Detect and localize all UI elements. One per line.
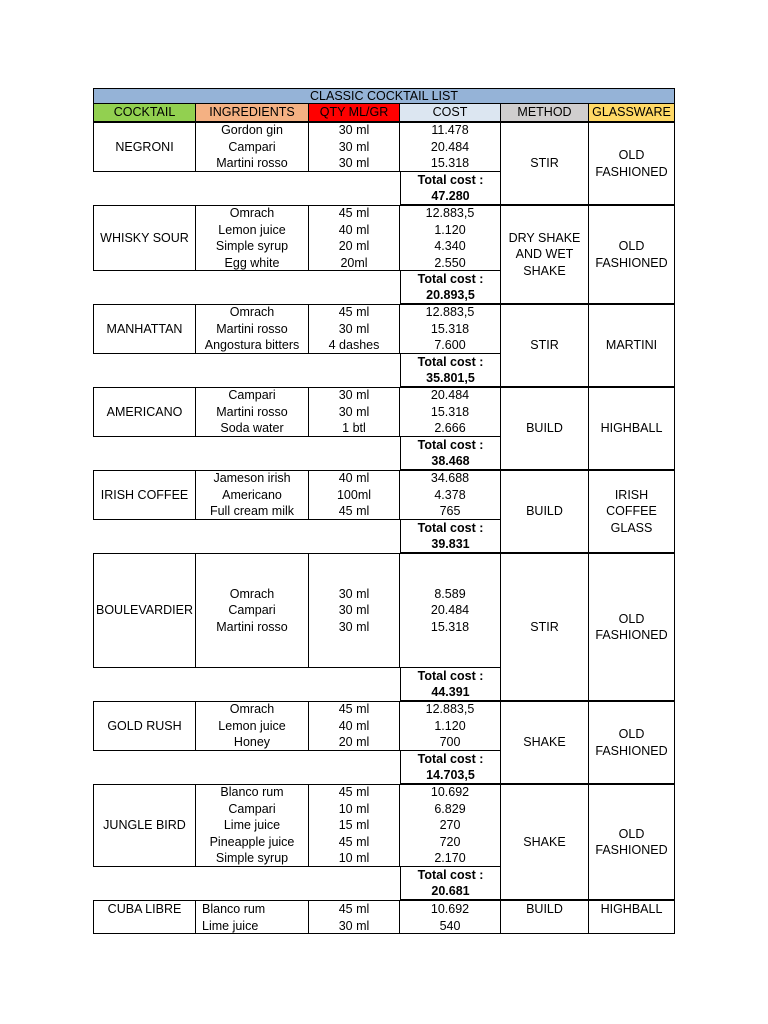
cocktail-name: [93, 553, 196, 668]
total-cost-value: 20.893,5: [426, 288, 475, 302]
total-cost: [400, 867, 501, 900]
qty-item: 30 ml: [338, 321, 370, 336]
qty-list: [309, 701, 400, 751]
glassware-cell: [589, 784, 675, 900]
method-text: BUILD: [526, 504, 563, 519]
ingredient-item: Angostura bitters: [204, 338, 300, 353]
ingredients-list: [196, 122, 309, 172]
qty-item: 30 ml: [338, 586, 370, 601]
header-method-text: METHOD: [517, 105, 572, 120]
method-text: DRY SHAKE: [508, 230, 581, 245]
ingredient-item: Honey: [233, 735, 271, 750]
qty-item: 30 ml: [338, 156, 370, 171]
qty-item: 20ml: [340, 255, 368, 270]
total-cost-value: 44.391: [431, 685, 470, 699]
cost-item: 700: [439, 735, 461, 750]
header-cost-text: COST: [432, 105, 468, 120]
glassware-text: OLD: [618, 826, 645, 841]
method-text: STIR: [530, 619, 559, 634]
qty-item: 45 ml: [338, 504, 370, 519]
qty-list: [309, 122, 400, 172]
cost-list: [400, 387, 501, 437]
qty-item: 40 ml: [338, 222, 370, 237]
glassware-text: OLD: [618, 611, 645, 626]
total-cost: [400, 751, 501, 784]
ingredient-item: Lemon juice: [218, 222, 286, 237]
total-cost-label: Total cost :: [417, 668, 484, 683]
cocktail-name-text: CUBA LIBRE: [107, 902, 182, 916]
total-cost: [400, 172, 501, 205]
ingredient-item: Omrach: [229, 206, 275, 220]
ingredient-item: Americano: [222, 487, 282, 502]
glassware-cell: [589, 205, 675, 304]
cost-item: 270: [439, 818, 461, 833]
header-ingredients: [196, 104, 309, 122]
cost-list: [400, 470, 501, 520]
qty-item: 30 ml: [338, 918, 370, 933]
qty-item: 45 ml: [338, 206, 370, 220]
total-cost-label: Total cost :: [417, 437, 484, 452]
cost-item: 2.550: [434, 255, 466, 270]
cost-item: 1.120: [434, 718, 466, 733]
cost-item: 765: [439, 504, 461, 519]
method-cell: [501, 122, 589, 205]
method-cell: [501, 701, 589, 784]
glassware-text: FASHIONED: [595, 164, 668, 179]
ingredient-item: Campari: [228, 388, 276, 403]
glassware-text: HIGHBALL: [600, 902, 663, 916]
glassware-text: IRISH: [614, 487, 649, 502]
ingredients-list: [196, 553, 309, 668]
glassware-text: FASHIONED: [595, 628, 668, 642]
cost-item: 12.883,5: [425, 702, 475, 717]
qty-item: 30 ml: [338, 603, 370, 618]
cocktail-name: [93, 122, 196, 172]
qty-item: 100ml: [336, 487, 372, 502]
total-cost: [400, 354, 501, 387]
cost-list: [400, 784, 501, 867]
cost-list: [400, 900, 501, 934]
header-method: [501, 104, 589, 122]
cost-item: 20.484: [430, 139, 470, 154]
qty-item: 30 ml: [338, 619, 370, 634]
glassware-cell: [589, 304, 675, 387]
cocktail-name: [93, 304, 196, 354]
qty-item: 10 ml: [338, 801, 370, 816]
ingredient-item: Campari: [228, 801, 276, 816]
glassware-cell: [589, 553, 675, 701]
cost-item: 2.666: [434, 421, 466, 436]
cost-item: 15.318: [430, 156, 470, 171]
qty-list: [309, 784, 400, 867]
total-cost: [400, 668, 501, 701]
cost-item: 4.340: [434, 239, 466, 253]
cost-item: 10.692: [430, 902, 470, 916]
cost-item: 34.688: [430, 471, 470, 486]
cocktail-name-text: MANHATTAN: [106, 321, 183, 336]
header-cost: [400, 104, 501, 122]
method-cell: [501, 304, 589, 387]
cocktail-name-text: AMERICANO: [106, 404, 183, 419]
cost-item: 2.170: [434, 851, 466, 866]
method-text: AND WET: [515, 247, 574, 262]
qty-item: 45 ml: [338, 702, 370, 717]
header-glassware-text: GLASSWARE: [592, 105, 671, 120]
cost-list: [400, 205, 501, 271]
glassware-cell: [589, 122, 675, 205]
glassware-text: COFFEE: [606, 504, 657, 519]
qty-item: 45 ml: [338, 902, 370, 916]
cocktail-name: [93, 470, 196, 520]
header-qty-text: QTY ML/GR: [319, 105, 389, 120]
ingredient-item: Martini rosso: [216, 404, 288, 419]
glassware-cell: [589, 900, 675, 934]
glassware-text: FASHIONED: [595, 843, 668, 857]
method-cell: [501, 553, 589, 701]
ingredient-item: Martini rosso: [216, 156, 288, 171]
cocktail-name: [93, 205, 196, 271]
header-glassware: [589, 104, 675, 122]
total-cost-label: Total cost :: [417, 172, 484, 187]
cost-item: 11.478: [431, 123, 469, 138]
cocktail-name-text: GOLD RUSH: [107, 718, 182, 733]
cost-item: 10.692: [430, 785, 470, 800]
cost-item: 8.589: [434, 586, 466, 601]
qty-list: [309, 470, 400, 520]
method-cell: [501, 900, 589, 934]
ingredient-item: Martini rosso: [216, 321, 288, 336]
total-cost-value: 38.468: [431, 454, 470, 468]
ingredient-item: Omrach: [229, 702, 275, 717]
cocktail-name: [93, 387, 196, 437]
method-text: BUILD: [526, 421, 563, 436]
total-cost-value: 35.801,5: [426, 371, 475, 385]
ingredient-item: Simple syrup: [215, 239, 289, 253]
total-cost-label: Total cost :: [417, 271, 484, 286]
qty-list: [309, 387, 400, 437]
qty-item: 20 ml: [338, 735, 370, 750]
qty-item: 30 ml: [338, 123, 370, 138]
cocktail-name: [93, 900, 196, 934]
cost-item: 1.120: [434, 222, 466, 237]
qty-list: [309, 304, 400, 354]
cost-item: 15.318: [430, 321, 470, 336]
qty-item: 30 ml: [338, 388, 370, 403]
glassware-text: FASHIONED: [595, 743, 668, 758]
cost-item: 20.484: [430, 603, 470, 618]
ingredients-list: [196, 784, 309, 867]
glassware-text: FASHIONED: [595, 255, 668, 270]
qty-item: 45 ml: [338, 785, 370, 800]
qty-item: 40 ml: [338, 471, 370, 486]
glassware-text: MARTINI: [605, 338, 658, 353]
qty-list: [309, 900, 400, 934]
cost-item: 4.378: [434, 487, 466, 502]
cocktail-name-text: IRISH COFFEE: [100, 487, 189, 502]
ingredient-item: Gordon gin: [221, 123, 283, 138]
qty-item: 40 ml: [338, 718, 370, 733]
total-cost-label: Total cost :: [417, 751, 484, 766]
total-cost: [400, 520, 501, 553]
qty-item: 30 ml: [338, 139, 370, 154]
ingredients-list: [196, 701, 309, 751]
cost-list: [400, 304, 501, 354]
ingredient-item: Lime juice: [202, 918, 259, 933]
ingredients-list: [196, 900, 309, 934]
method-text: SHAKE: [523, 735, 566, 750]
ingredients-list: [196, 387, 309, 437]
cost-item: 540: [439, 918, 461, 933]
cost-list: [400, 701, 501, 751]
total-cost: [400, 437, 501, 470]
method-cell: [501, 387, 589, 470]
method-text: STIR: [530, 156, 559, 171]
ingredient-item: Jameson irish: [213, 471, 291, 486]
cost-item: 12.883,5: [425, 305, 475, 320]
ingredient-item: Omrach: [229, 305, 275, 320]
method-text: BUILD: [526, 902, 563, 916]
qty-item: 30 ml: [338, 404, 370, 419]
cost-item: 15.318: [430, 619, 470, 634]
ingredient-item: Blanco rum: [202, 902, 266, 916]
ingredient-item: Soda water: [220, 421, 284, 436]
cost-item: 7.600: [434, 338, 466, 353]
cocktail-name-text: JUNGLE BIRD: [103, 818, 186, 833]
ingredient-item: Omrach: [229, 586, 275, 601]
header-qty: [309, 104, 400, 122]
qty-item: 15 ml: [338, 818, 370, 833]
total-cost-value: 14.703,5: [426, 768, 475, 782]
qty-item: 45 ml: [338, 834, 370, 849]
glassware-text: HIGHBALL: [600, 421, 663, 436]
total-cost-value: 47.280: [431, 189, 470, 203]
table-title: [93, 88, 675, 104]
glassware-cell: [589, 470, 675, 553]
cocktail-name: [93, 701, 196, 751]
qty-item: 10 ml: [338, 851, 370, 866]
cost-item: 20.484: [430, 388, 470, 403]
cost-list: [400, 122, 501, 172]
cocktail-name-text: NEGRONI: [115, 139, 174, 154]
ingredient-item: Martini rosso: [216, 619, 288, 634]
header-cocktail: [93, 104, 196, 122]
qty-list: [309, 205, 400, 271]
qty-item: 4 dashes: [328, 338, 380, 353]
total-cost-label: Total cost :: [417, 520, 484, 535]
qty-item: 20 ml: [338, 239, 370, 253]
method-text: STIR: [530, 338, 559, 353]
ingredients-list: [196, 470, 309, 520]
cocktail-name: [93, 784, 196, 867]
ingredient-item: Egg white: [224, 255, 280, 270]
ingredients-list: [196, 205, 309, 271]
ingredients-list: [196, 304, 309, 354]
qty-item: 1 btl: [342, 421, 366, 436]
qty-list: [309, 553, 400, 668]
header-cocktail-text: COCKTAIL: [113, 105, 176, 120]
glassware-cell: [589, 701, 675, 784]
glassware-text: OLD: [618, 727, 645, 741]
qty-item: 45 ml: [338, 305, 370, 320]
ingredient-item: Lime juice: [223, 818, 281, 833]
cocktail-name-text: BOULEVARDIER: [95, 603, 193, 618]
ingredient-item: Lemon juice: [218, 718, 286, 733]
method-cell: [501, 205, 589, 304]
ingredient-item: Campari: [228, 139, 276, 154]
method-text: SHAKE: [523, 834, 566, 849]
total-cost-value: 20.681: [431, 884, 470, 898]
cost-item: 12.883,5: [425, 206, 475, 220]
ingredient-item: Simple syrup: [215, 851, 289, 866]
cost-list: [400, 553, 501, 668]
header-ingredients-text: INGREDIENTS: [209, 105, 295, 120]
cost-item: 6.829: [434, 801, 466, 816]
method-text: SHAKE: [523, 263, 566, 278]
glassware-text: OLD: [618, 239, 645, 253]
cocktail-name-text: WHISKY SOUR: [100, 230, 189, 245]
total-cost-value: 39.831: [431, 537, 470, 551]
method-cell: [501, 784, 589, 900]
cost-item: 720: [439, 834, 461, 849]
total-cost: [400, 271, 501, 304]
total-cost-label: Total cost :: [417, 354, 484, 369]
cost-item: 15.318: [430, 404, 470, 419]
ingredient-item: Blanco rum: [220, 785, 284, 800]
method-cell: [501, 470, 589, 553]
ingredient-item: Pineapple juice: [209, 834, 295, 849]
ingredient-item: Full cream milk: [209, 504, 295, 519]
glassware-cell: [589, 387, 675, 470]
table-title-text: CLASSIC COCKTAIL LIST: [310, 88, 458, 103]
glassware-text: OLD: [618, 148, 645, 162]
total-cost-label: Total cost :: [417, 867, 484, 882]
ingredient-item: Campari: [228, 603, 276, 618]
glassware-text: GLASS: [610, 520, 653, 535]
